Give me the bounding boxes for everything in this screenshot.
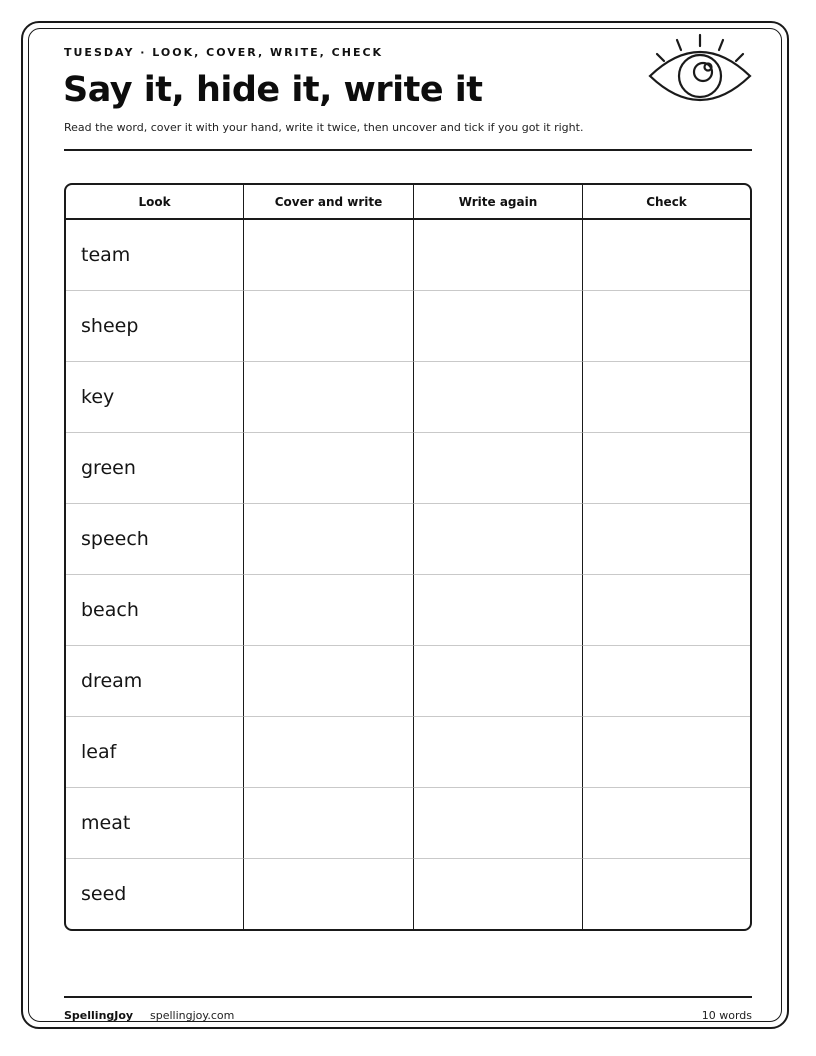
column-header-look: Look bbox=[66, 185, 244, 220]
look-word: speech bbox=[66, 504, 244, 575]
check-cell[interactable] bbox=[583, 717, 750, 788]
table-row bbox=[66, 717, 750, 788]
footer-divider bbox=[64, 996, 752, 998]
check-cell[interactable] bbox=[583, 788, 750, 859]
write-again-cell[interactable] bbox=[414, 433, 583, 504]
check-cell[interactable] bbox=[583, 433, 750, 504]
cover-and-write-cell[interactable] bbox=[244, 291, 414, 362]
check-cell[interactable] bbox=[583, 220, 750, 291]
table-header-row bbox=[66, 185, 750, 220]
cover-and-write-cell[interactable] bbox=[244, 504, 414, 575]
column-header-write-again: Write again bbox=[414, 185, 583, 220]
look-word: dream bbox=[66, 646, 244, 717]
worksheet-instructions: Read the word, cover it with your hand, write it twice, then uncover and tick if you got it right. bbox=[64, 121, 584, 134]
write-again-cell[interactable] bbox=[414, 291, 583, 362]
cover-and-write-cell[interactable] bbox=[244, 433, 414, 504]
write-again-cell[interactable] bbox=[414, 504, 583, 575]
footer-word-count: 10 words bbox=[701, 1009, 752, 1022]
cover-and-write-cell[interactable] bbox=[244, 717, 414, 788]
write-again-cell[interactable] bbox=[414, 575, 583, 646]
footer-brand: SpellingJoy bbox=[64, 1009, 134, 1022]
table-row bbox=[66, 788, 750, 859]
cover-and-write-cell[interactable] bbox=[244, 788, 414, 859]
check-cell[interactable] bbox=[583, 362, 750, 433]
look-cover-write-check-table bbox=[64, 183, 752, 931]
table-row bbox=[66, 859, 750, 929]
header-divider bbox=[64, 149, 752, 151]
table-row bbox=[66, 504, 750, 575]
write-again-cell[interactable] bbox=[414, 220, 583, 291]
write-again-cell[interactable] bbox=[414, 717, 583, 788]
look-word: sheep bbox=[66, 291, 244, 362]
look-word: meat bbox=[66, 788, 244, 859]
cover-and-write-cell[interactable] bbox=[244, 362, 414, 433]
check-cell[interactable] bbox=[583, 646, 750, 717]
check-cell[interactable] bbox=[583, 859, 750, 929]
look-word: seed bbox=[66, 859, 244, 929]
cover-and-write-cell[interactable] bbox=[244, 220, 414, 291]
write-again-cell[interactable] bbox=[414, 859, 583, 929]
eye-icon bbox=[644, 32, 756, 116]
cover-and-write-cell[interactable] bbox=[244, 859, 414, 929]
cover-and-write-cell[interactable] bbox=[244, 646, 414, 717]
cover-and-write-cell[interactable] bbox=[244, 575, 414, 646]
table-row bbox=[66, 291, 750, 362]
check-cell[interactable] bbox=[583, 504, 750, 575]
look-word: beach bbox=[66, 575, 244, 646]
worksheet-title: Say it, hide it, write it bbox=[63, 70, 483, 110]
footer-site: spellingjoy.com bbox=[150, 1009, 235, 1022]
check-cell[interactable] bbox=[583, 291, 750, 362]
look-word: key bbox=[66, 362, 244, 433]
look-word: green bbox=[66, 433, 244, 504]
look-word: leaf bbox=[66, 717, 244, 788]
table-row bbox=[66, 362, 750, 433]
worksheet-kicker: TUESDAY · LOOK, COVER, WRITE, CHECK bbox=[64, 46, 384, 59]
column-header-cover-and-write: Cover and write bbox=[244, 185, 414, 220]
write-again-cell[interactable] bbox=[414, 646, 583, 717]
look-word: team bbox=[66, 220, 244, 291]
table-row bbox=[66, 646, 750, 717]
write-again-cell[interactable] bbox=[414, 788, 583, 859]
table-row bbox=[66, 575, 750, 646]
check-cell[interactable] bbox=[583, 575, 750, 646]
column-header-check: Check bbox=[583, 185, 750, 220]
write-again-cell[interactable] bbox=[414, 362, 583, 433]
table-row bbox=[66, 433, 750, 504]
table-row bbox=[66, 220, 750, 291]
